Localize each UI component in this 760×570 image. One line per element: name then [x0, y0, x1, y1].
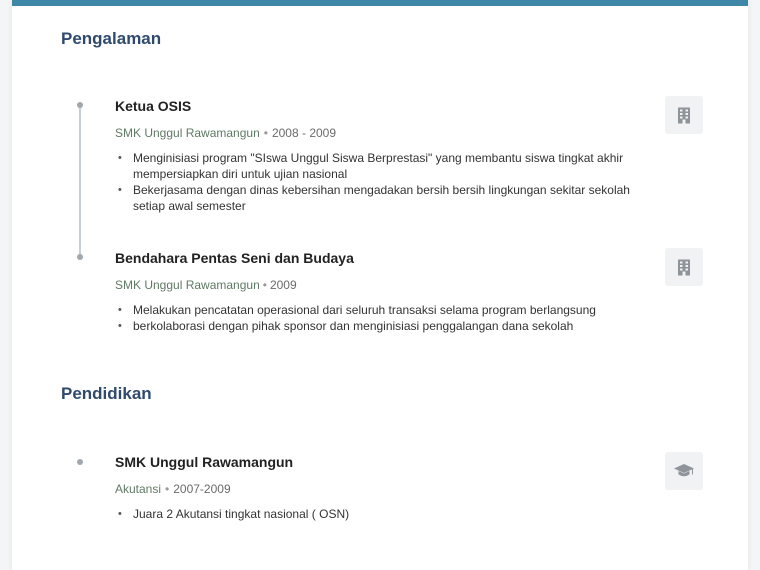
section-title-experience: Pengalaman [61, 29, 162, 48]
education-entry [115, 453, 660, 522]
entry-separator: • [165, 482, 170, 496]
entry-title: Ketua OSIS [115, 98, 192, 114]
entry-bullet-list [115, 506, 660, 522]
experience-entry [115, 97, 660, 214]
list-item: • Bekerjasama dengan dinas kebersihan mengadakan bersih bersih lingkungan sekitar sekolah setiap awal semester [115, 182, 660, 214]
building-icon-box [665, 248, 703, 286]
resume-card [12, 0, 748, 570]
entry-organization: Akutansi [115, 482, 162, 496]
entry-title: Bendahara Pentas Seni dan Budaya [115, 250, 354, 266]
entry-separator: • [262, 278, 267, 292]
list-item: • Juara 2 Akutansi tingkat nasional ( OSN) [115, 506, 660, 522]
list-item: • Melakukan pencatatan operasional dari seluruh transaksi selama program berlangsung [115, 302, 660, 318]
graduation-cap-icon [674, 464, 694, 478]
entry-years: 2007-2009 [173, 482, 231, 496]
entry-years: 2008 - 2009 [271, 126, 337, 140]
timeline-line [79, 105, 81, 258]
entry-organization: SMK Unggul Rawamangun [115, 278, 260, 292]
entry-bullet-list [115, 150, 660, 214]
entry-separator: • [263, 126, 268, 140]
timeline-dot [77, 254, 83, 260]
building-icon [677, 107, 691, 124]
building-icon-box [665, 96, 703, 134]
timeline-dot [77, 102, 83, 108]
entry-years: 2009 [269, 278, 297, 292]
entry-subtitle [115, 125, 660, 141]
graduation-cap-icon-box [665, 452, 703, 490]
entry-subtitle [115, 277, 660, 293]
entry-subtitle [115, 481, 660, 497]
card-accent-bar [12, 0, 748, 6]
list-item: • Menginisiasi program "SIswa Unggul Siswa Berprestasi" yang membantu siswa tingkat akhir mempersiapkan diri untuk ujian nasional [115, 150, 660, 182]
experience-entry [115, 249, 660, 334]
timeline-dot [77, 459, 83, 465]
entry-title: SMK Unggul Rawamangun [115, 454, 294, 470]
entry-bullet-list [115, 302, 660, 334]
entry-organization: SMK Unggul Rawamangun [115, 126, 260, 140]
list-item: • berkolaborasi dengan pihak sponsor dan menginisiasi penggalangan dana sekolah [115, 318, 660, 334]
section-title-education: Pendidikan [61, 384, 152, 403]
building-icon [677, 259, 691, 276]
